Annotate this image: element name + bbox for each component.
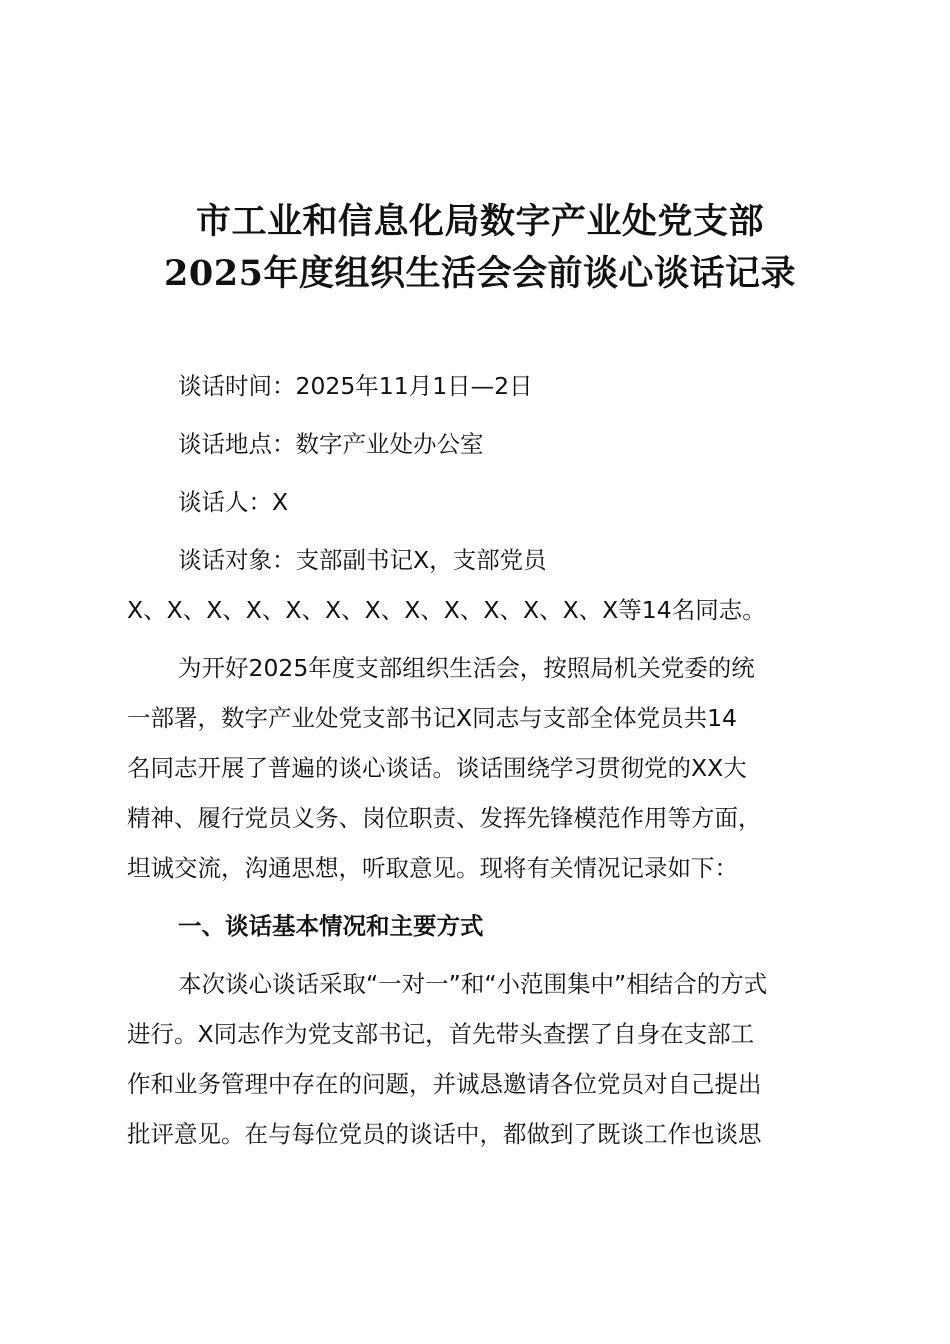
document-title-line-2: 2025年度组织生活会会前谈心谈话记录 <box>164 253 796 294</box>
talk-targets-continued: X、X、X、X、X、X、X、X、X、X、X、X、X等14名同志。 <box>127 596 766 624</box>
talk-targets: 谈话对象：支部副书记X，支部党员 <box>178 546 547 574</box>
intro-paragraph-line: 为开好2025年度支部组织生活会，按照局机关党委的统 <box>178 654 755 682</box>
section-1-heading: 一、谈话基本情况和主要方式 <box>178 912 484 940</box>
section-1-paragraph-line: 批评意见。在与每位党员的谈话中，都做到了既谈工作也谈思 <box>127 1120 762 1148</box>
talk-place: 谈话地点：数字产业处办公室 <box>178 430 484 458</box>
intro-paragraph-line: 名同志开展了普遍的谈心谈话。谈话围绕学习贯彻党的XX大 <box>127 754 747 782</box>
talk-time: 谈话时间：2025年11月1日—2日 <box>178 372 533 400</box>
intro-paragraph-line: 精神、履行党员义务、岗位职责、发挥先锋模范作用等方面， <box>127 804 762 832</box>
section-1-paragraph-line: 作和业务管理中存在的问题，并诚恳邀请各位党员对自己提出 <box>127 1070 762 1098</box>
intro-paragraph-line: 坦诚交流，沟通思想，听取意见。现将有关情况记录如下： <box>127 854 738 882</box>
document-title-line-1: 市工业和信息化局数字产业处党支部 <box>195 201 764 242</box>
section-1-paragraph-line: 本次谈心谈话采取“一对一”和“小范围集中”相结合的方式 <box>178 970 768 998</box>
intro-paragraph-line: 一部署，数字产业处党支部书记X同志与支部全体党员共14 <box>127 704 738 732</box>
section-1-paragraph-line: 进行。X同志作为党支部书记，首先带头查摆了自身在支部工 <box>127 1020 755 1048</box>
talk-speaker: 谈话人：X <box>178 488 289 516</box>
